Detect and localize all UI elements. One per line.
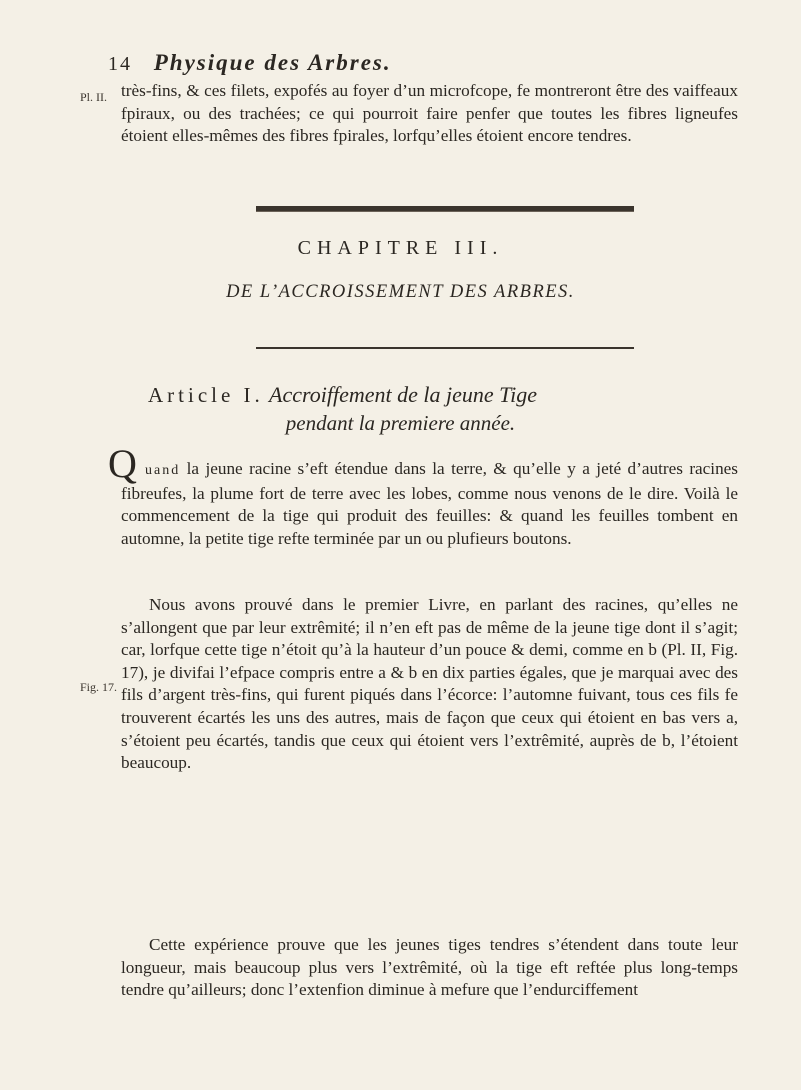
page-number: 14 (108, 53, 132, 75)
chapter-rule-top (256, 206, 634, 212)
body-paragraph-1 (121, 458, 738, 550)
chapter-rule-bottom (256, 347, 634, 349)
drop-cap: Q (108, 441, 137, 486)
plate-reference: Pl. II. (80, 90, 107, 104)
article-label: Article I. (148, 383, 264, 407)
small-caps-lead: uand (145, 463, 181, 478)
intro-paragraph: très-fins, & ces filets, expofés au foyer d’un microfcope, fe montreront être des vaiffeaux fpiraux, ou des trachées; ce qui pourroit faire penfer que toutes les fibres ligneufes étoient elles-mêmes des fibres fpirales, lorfqu’elles étoient encore tendres. (121, 81, 738, 146)
article-title: Accroiffement de la jeune Tige (269, 382, 538, 407)
running-title: Physique des Arbres. (153, 50, 392, 75)
body-paragraph-1-text: la jeune racine s’eft étendue dans la terre, & qu’elle y a jeté d’autres racines fibreufes, la plume fort de terre avec les lobes, comme nous venons de le dire. Voilà le commencement de la tige qui produit des feuilles: & quand les feuilles tombent en automne, la petite tige refte terminée par un ou plufieurs boutons. (121, 459, 738, 548)
body-paragraph-2: Nous avons prouvé dans le premier Livre, en parlant des racines, qu’elles ne s’allongent que par leur extrêmité; il n’en eft pas de même de la jeune tige dont il s’agit; car, lorfque cette tige n’étoit qu’à la hauteur d’un pouce & demi, comme en b (Pl. II, Fig. 17), je divifai l’efpace compris entre a & b en dix parties égales, que je marquai avec des fils d’argent très-fins, qui furent piqués dans l’écorce: l’automne fuivant, tous ces fils fe trouverent écartés les uns des autres, mais de façon que ceux qui étoient en bas vers a, s’étoient peu écartés, tandis que ceux qui étoient vers l’extrêmité, auprès de b, l’étoient beaucoup. (121, 595, 738, 773)
article-title-continued: pendant la premiere année. (285, 411, 516, 435)
article-heading (148, 382, 708, 408)
body-paragraph-3: Cette expérience prouve que les jeunes tiges tendres s’étendent dans toute leur longueur, mais beaucoup plus vers l’extrêmité, où la tige eft reftée plus long-temps tendre qu’ailleurs; donc l’extenfion diminue à mefure que l’endurciffement (121, 935, 738, 1000)
chapter-subtitle: DE L’ACCROISSEMENT DES ARBRES. (226, 282, 575, 302)
chapter-heading: CHAPITRE III. (297, 237, 504, 259)
figure-reference: Fig. 17. (80, 680, 118, 694)
running-header (108, 50, 728, 76)
